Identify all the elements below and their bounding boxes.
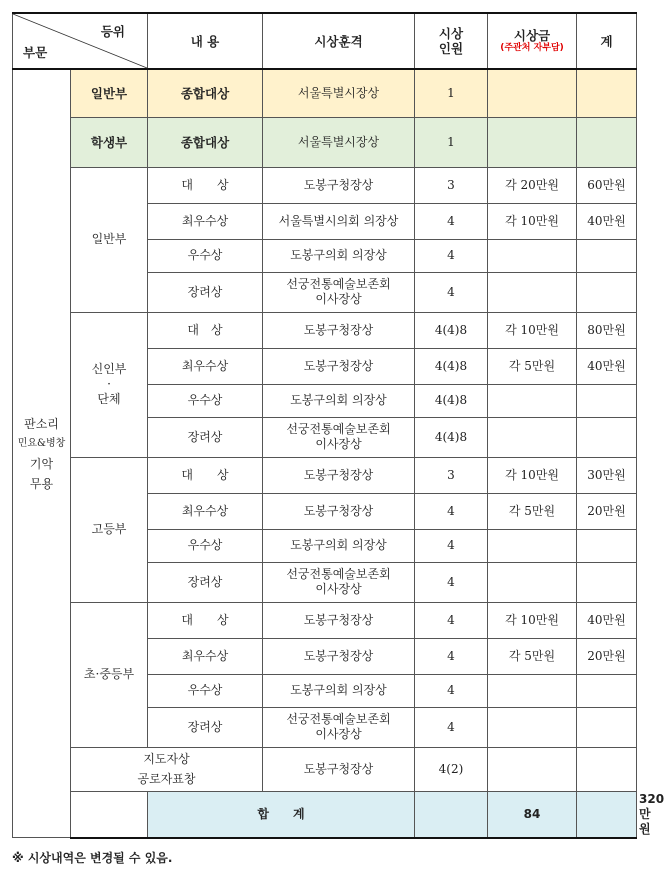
award-cell-line: 도봉구의회 의장상 [290, 538, 387, 552]
award-cell-line: 선궁전통예술보존회 [286, 422, 391, 436]
count-cell: 4 [415, 638, 488, 674]
content-cell: 대 상 [148, 167, 263, 203]
count-cell: 4 [415, 707, 488, 747]
award-cell-line: 서울특별시의회 의장상 [278, 213, 399, 228]
award-cell-line: 도봉구청장상 [303, 648, 374, 663]
category-label: 판소리 [24, 416, 59, 431]
prize-cell: 각 10만원 [488, 312, 577, 348]
count-cell: 4(4)8 [415, 312, 488, 348]
content-cell: 최우수상 [148, 203, 263, 239]
award-cell [263, 417, 415, 457]
prize-cell [488, 69, 577, 117]
count-cell: 4 [415, 562, 488, 602]
award-cell [263, 457, 415, 493]
prize-cell [488, 239, 577, 272]
content-cell: 장려상 [148, 707, 263, 747]
content-cell: 대 상 [148, 312, 263, 348]
prize-cell: 각 5만원 [488, 493, 577, 529]
content-cell: 최우수상 [148, 493, 263, 529]
award-cell-line: 도봉구청장상 [303, 358, 374, 373]
award-cell-line: 도봉구청장상 [303, 322, 374, 337]
award-cell [263, 203, 415, 239]
count-cell: 3 [415, 167, 488, 203]
total-cell [577, 417, 637, 457]
total-cell [577, 384, 637, 417]
division-cell [71, 312, 148, 457]
division-cell [71, 602, 148, 747]
count-cell: 4 [415, 602, 488, 638]
total-label-cell: 합 계 [148, 791, 415, 838]
total-cell: 20만원 [577, 493, 637, 529]
award-cell [263, 312, 415, 348]
division-cell-line: 일반부 [91, 232, 127, 246]
prize-header-label: 시상금 [513, 28, 551, 43]
count-cell: 4 [415, 529, 488, 562]
rank-section-header [13, 13, 148, 69]
count-cell: 4 [415, 272, 488, 312]
prize-cell [488, 747, 577, 791]
content-cell: 종합대상 [148, 117, 263, 167]
award-row [13, 312, 637, 348]
award-cell-line: 도봉구의회 의장상 [290, 393, 387, 407]
award-cell [263, 348, 415, 384]
prize-cell: 각 10만원 [488, 457, 577, 493]
award-cell [263, 707, 415, 747]
prize-cell [577, 791, 637, 838]
division-cell-line: · [107, 377, 111, 391]
division-cell [71, 167, 148, 312]
count-cell: 3 [415, 457, 488, 493]
award-cell [263, 562, 415, 602]
total-header: 계 [577, 13, 637, 69]
award-cell-line: 이사장상 [315, 727, 362, 741]
prize-cell [488, 529, 577, 562]
count-cell: 1 [415, 117, 488, 167]
total-cell [577, 562, 637, 602]
mentor-label-cell-line: 공로자표창 [137, 772, 196, 786]
content-cell: 장려상 [148, 562, 263, 602]
content-cell: 최우수상 [148, 638, 263, 674]
award-cell-line: 선궁전통예술보존회 [286, 567, 391, 581]
count-cell: 84 [488, 791, 577, 838]
award-cell: 서울특별시장상 [263, 69, 415, 117]
total-spacer [71, 791, 148, 838]
total-cell [577, 69, 637, 117]
award-cell-line: 도봉구청장상 [303, 503, 374, 518]
content-cell: 우수상 [148, 674, 263, 707]
award-cell [263, 529, 415, 562]
total-cell [577, 747, 637, 791]
total-row: 합 계 84 320만원 [13, 791, 637, 838]
award-cell: 도봉구청장상 [263, 747, 415, 791]
header-row [13, 13, 637, 69]
award-cell [263, 167, 415, 203]
total-cell: 40만원 [577, 348, 637, 384]
count-cell: 4 [415, 674, 488, 707]
award-cell-line: 선궁전통예술보존회 [286, 277, 391, 291]
award-cell-line: 이사장상 [315, 292, 362, 306]
count-cell: 4(4)8 [415, 417, 488, 457]
division-cell: 일반부 [71, 69, 148, 117]
award-cell-line: 선궁전통예술보존회 [286, 712, 391, 726]
award-table [12, 12, 664, 839]
count-cell: 4 [415, 239, 488, 272]
award-cell [263, 493, 415, 529]
award-cell-line: 도봉구청장상 [303, 467, 374, 482]
mentor-row [13, 747, 637, 791]
count-cell: 1 [415, 69, 488, 117]
category-label: 무용 [29, 476, 54, 491]
division-cell [71, 457, 148, 602]
prize-cell [488, 562, 577, 602]
award-cell [415, 791, 488, 838]
count-cell: 4 [415, 493, 488, 529]
prize-cell [488, 117, 577, 167]
award-cell-line: 도봉구청장상 [303, 612, 374, 627]
division-cell-line: 신인부 [91, 362, 127, 376]
award-cell [263, 602, 415, 638]
content-header: 내 용 [148, 13, 263, 69]
prize-header-sub: (주관처 자부담) [500, 43, 564, 53]
award-row [13, 602, 637, 638]
award-cell [263, 638, 415, 674]
content-cell: 장려상 [148, 272, 263, 312]
award-cell-line: 이사장상 [315, 437, 362, 451]
content-cell: 우수상 [148, 239, 263, 272]
division-cell: 학생부 [71, 117, 148, 167]
total-cell: 20만원 [577, 638, 637, 674]
award-cell-line: 이사장상 [315, 582, 362, 596]
count-cell: 4(2) [415, 747, 488, 791]
count-cell: 4(4)8 [415, 384, 488, 417]
content-cell: 종합대상 [148, 69, 263, 117]
category-cell [13, 69, 71, 838]
prize-cell [488, 674, 577, 707]
top-award-row [13, 69, 637, 117]
total-cell [577, 117, 637, 167]
prize-cell: 각 5만원 [488, 348, 577, 384]
content-cell: 최우수상 [148, 348, 263, 384]
content-cell: 장려상 [148, 417, 263, 457]
award-cell-line: 도봉구의회 의장상 [290, 248, 387, 262]
total-cell: 60만원 [577, 167, 637, 203]
award-row [13, 167, 637, 203]
prize-cell [488, 417, 577, 457]
division-cell-line: 고등부 [91, 522, 127, 536]
total-cell: 80만원 [577, 312, 637, 348]
count-cell: 4 [415, 203, 488, 239]
total-cell [577, 529, 637, 562]
footnote: ※ 시상내역은 변경될 수 있음. [12, 851, 173, 865]
prize-cell [488, 384, 577, 417]
award-cell [263, 674, 415, 707]
content-cell: 우수상 [148, 529, 263, 562]
award-title-header: 시상훈격 [263, 13, 415, 69]
content-cell: 대 상 [148, 457, 263, 493]
winners-header-line1: 시상 [438, 26, 464, 41]
category-label: 민요&병창 [17, 437, 66, 449]
prize-cell: 각 5만원 [488, 638, 577, 674]
prize-cell [488, 272, 577, 312]
award-cell [263, 384, 415, 417]
prize-cell: 각 10만원 [488, 203, 577, 239]
total-cell [577, 272, 637, 312]
division-cell-line: 단체 [97, 392, 121, 406]
winners-header [415, 13, 488, 69]
content-cell: 대 상 [148, 602, 263, 638]
award-cell: 서울특별시장상 [263, 117, 415, 167]
content-cell: 우수상 [148, 384, 263, 417]
mentor-label-cell-line: 지도자상 [143, 752, 190, 766]
prize-cell: 각 10만원 [488, 602, 577, 638]
total-cell [577, 674, 637, 707]
award-cell-line: 도봉구청장상 [303, 177, 374, 192]
total-cell [577, 239, 637, 272]
award-cell [263, 239, 415, 272]
mentor-label-cell [71, 747, 263, 791]
award-cell [263, 272, 415, 312]
award-cell-line: 도봉구의회 의장상 [290, 683, 387, 697]
total-cell: 40만원 [577, 602, 637, 638]
award-row [13, 457, 637, 493]
section-header: 부문 [23, 45, 48, 60]
winners-header-line2: 인원 [438, 41, 464, 56]
total-cell [577, 707, 637, 747]
prize-header [488, 13, 577, 69]
total-cell: 30만원 [577, 457, 637, 493]
prize-cell: 각 20만원 [488, 167, 577, 203]
top-award-row [13, 117, 637, 167]
division-cell-line: 초·중등부 [83, 667, 135, 681]
prize-cell [488, 707, 577, 747]
category-label: 기악 [29, 456, 54, 471]
count-cell: 4(4)8 [415, 348, 488, 384]
rank-header: 등위 [100, 24, 125, 39]
total-cell: 40만원 [577, 203, 637, 239]
